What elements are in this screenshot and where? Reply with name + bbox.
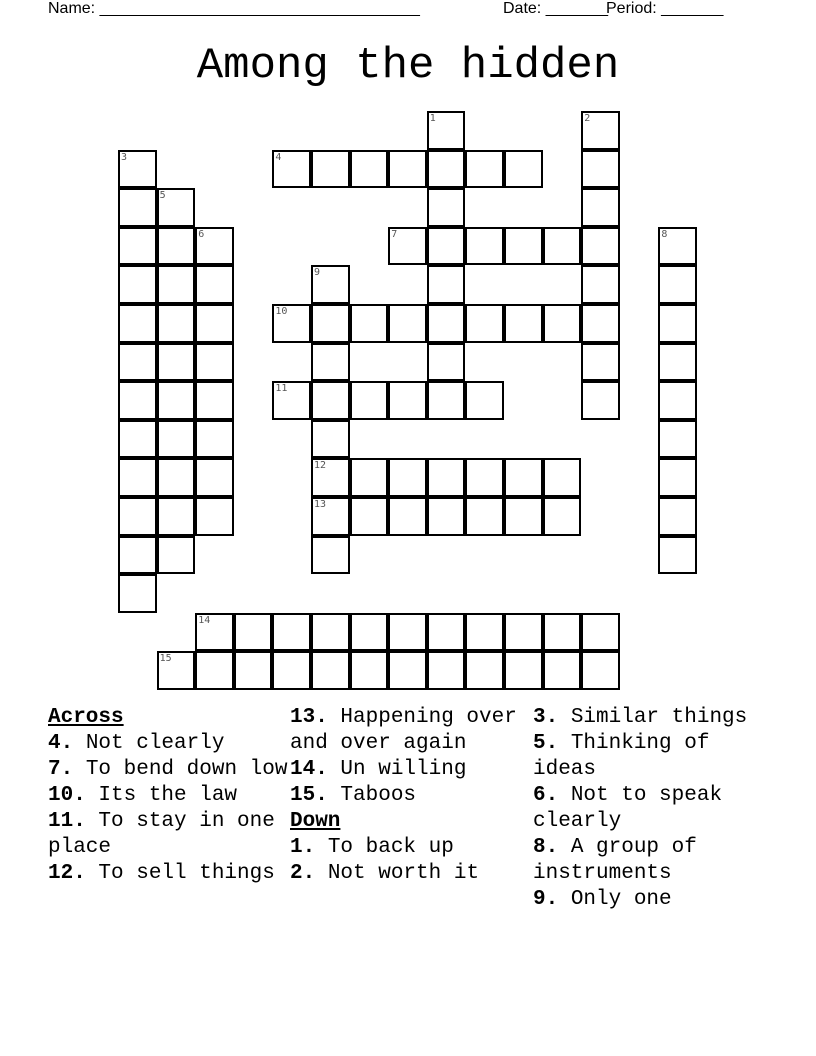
clue-column-3 (533, 705, 773, 913)
grid-cell[interactable] (465, 381, 504, 420)
grid-cell[interactable] (118, 458, 157, 497)
grid-cell[interactable] (427, 343, 466, 382)
clue-across-4: 4. Not clearly (48, 732, 225, 755)
grid-cell[interactable] (388, 613, 427, 652)
down-heading: Down (290, 810, 341, 833)
grid-cell[interactable] (350, 150, 389, 189)
grid-cell[interactable] (118, 343, 157, 382)
grid-cell[interactable] (543, 304, 582, 343)
clue-number-label: 14 (198, 614, 211, 626)
grid-cell[interactable] (350, 651, 389, 690)
grid-cell[interactable] (465, 227, 504, 266)
clue-number-label: 6 (198, 228, 205, 240)
grid-cell[interactable] (311, 536, 350, 575)
grid-cell[interactable] (543, 458, 582, 497)
grid-cell[interactable] (118, 227, 157, 266)
grid-cell[interactable] (195, 343, 234, 382)
grid-cell[interactable] (195, 265, 234, 304)
grid-cell[interactable] (350, 304, 389, 343)
clue-down-1: 1. To back up (290, 836, 454, 859)
name-field[interactable]: Name: ____________________________________ (48, 0, 420, 17)
grid-cell[interactable] (118, 265, 157, 304)
grid-cell[interactable] (581, 227, 620, 266)
grid-cell[interactable] (504, 497, 543, 536)
grid-cell[interactable] (118, 536, 157, 575)
grid-cell[interactable] (581, 188, 620, 227)
grid-cell[interactable] (311, 381, 350, 420)
clue-down-9: 9. Only one (533, 888, 672, 911)
grid-cell[interactable] (157, 304, 196, 343)
grid-cell[interactable] (581, 304, 620, 343)
grid-cell[interactable] (581, 343, 620, 382)
grid-cell[interactable] (195, 458, 234, 497)
grid-cell[interactable] (581, 651, 620, 690)
clue-down-5: 5. Thinking of ideas (533, 732, 710, 781)
clue-column-1 (48, 705, 288, 887)
grid-cell[interactable] (157, 420, 196, 459)
clue-number-label: 3 (121, 151, 128, 163)
grid-cell[interactable] (388, 497, 427, 536)
grid-cell[interactable] (272, 613, 311, 652)
grid-cell[interactable] (388, 458, 427, 497)
grid-cell[interactable] (311, 651, 350, 690)
grid-cell[interactable] (504, 613, 543, 652)
grid-cell[interactable] (504, 304, 543, 343)
grid-cell[interactable] (581, 613, 620, 652)
grid-cell[interactable] (427, 227, 466, 266)
clue-across-15: 15. Taboos (290, 784, 417, 807)
grid-cell[interactable] (427, 613, 466, 652)
grid-cell[interactable] (504, 227, 543, 266)
grid-cell[interactable] (311, 150, 350, 189)
clue-number-label: 10 (275, 306, 288, 317)
clue-down-3: 3. Similar things (533, 706, 748, 729)
grid-cell[interactable] (581, 381, 620, 420)
grid-cell[interactable] (157, 343, 196, 382)
grid-cell[interactable] (427, 265, 466, 304)
date-field[interactable]: Date: _______ (503, 0, 608, 17)
grid-cell[interactable] (157, 536, 196, 575)
clue-across-7: 7. To bend down low (48, 758, 288, 781)
clue-down-6: 6. Not to speak clearly (533, 784, 723, 833)
grid-cell[interactable] (427, 458, 466, 497)
grid-cell[interactable] (388, 304, 427, 343)
grid-cell[interactable] (543, 497, 582, 536)
grid-cell[interactable] (311, 343, 350, 382)
grid-cell[interactable] (311, 304, 350, 343)
grid-cell[interactable] (427, 188, 466, 227)
grid-cell[interactable] (157, 265, 196, 304)
grid-cell[interactable] (427, 651, 466, 690)
grid-cell[interactable] (195, 304, 234, 343)
page-title: Among the hidden (196, 41, 620, 91)
grid-cell[interactable] (658, 497, 697, 536)
grid-cell[interactable] (465, 304, 504, 343)
clue-across-14: 14. Un willing (290, 758, 467, 781)
clue-across-11: 11. To stay in one place (48, 810, 275, 859)
grid-cell[interactable] (350, 458, 389, 497)
clue-number-label: 7 (391, 228, 398, 240)
grid-cell[interactable] (427, 381, 466, 420)
period-field[interactable]: Period: _______ (606, 0, 724, 17)
grid-cell[interactable] (118, 420, 157, 459)
grid-cell[interactable] (118, 381, 157, 420)
grid-cell[interactable] (543, 613, 582, 652)
grid-cell[interactable] (311, 420, 350, 459)
grid-cell[interactable] (427, 497, 466, 536)
clue-number-label: 12 (314, 460, 327, 472)
grid-cell[interactable] (234, 613, 273, 652)
grid-cell[interactable] (427, 150, 466, 189)
clue-number-label: 8 (661, 228, 668, 240)
grid-cell[interactable] (658, 265, 697, 304)
grid-cell[interactable] (118, 574, 157, 613)
grid-cell[interactable] (195, 497, 234, 536)
grid-cell[interactable] (658, 343, 697, 382)
grid-cell[interactable] (581, 265, 620, 304)
clue-number-label: 1 (429, 113, 436, 124)
clue-number-label: 15 (159, 653, 172, 665)
grid-cell[interactable] (543, 651, 582, 690)
clue-across-10: 10. Its the law (48, 784, 238, 807)
grid-cell[interactable] (504, 150, 543, 189)
grid-cell[interactable] (157, 227, 196, 266)
clue-number-label: 13 (314, 499, 327, 510)
clue-down-8: 8. A group of instruments (533, 836, 697, 885)
grid-cell[interactable] (157, 458, 196, 497)
grid-cell[interactable] (272, 651, 311, 690)
clue-number-label: 9 (314, 267, 321, 279)
grid-cell[interactable] (388, 381, 427, 420)
grid-cell[interactable] (195, 420, 234, 459)
grid-cell[interactable] (658, 458, 697, 497)
clue-across-12: 12. To sell things (48, 862, 275, 885)
grid-cell[interactable] (465, 613, 504, 652)
grid-cell[interactable] (195, 381, 234, 420)
grid-cell[interactable] (118, 304, 157, 343)
grid-cell[interactable] (543, 227, 582, 266)
clue-across-13: 13. Happening over and over again (290, 706, 517, 755)
grid-cell[interactable] (195, 651, 234, 690)
grid-cell[interactable] (350, 613, 389, 652)
grid-cell[interactable] (465, 150, 504, 189)
grid-cell[interactable] (465, 458, 504, 497)
grid-cell[interactable] (157, 497, 196, 536)
clue-number-label: 4 (275, 151, 282, 163)
across-heading: Across (48, 706, 124, 729)
grid-cell[interactable] (234, 651, 273, 690)
grid-cell[interactable] (427, 304, 466, 343)
clue-number-label: 5 (159, 190, 166, 202)
grid-cell[interactable] (118, 188, 157, 227)
grid-cell[interactable] (388, 150, 427, 189)
clue-down-2: 2. Not worth it (290, 862, 480, 885)
grid-cell[interactable] (118, 497, 157, 536)
clue-column-2 (290, 705, 530, 887)
grid-cell[interactable] (504, 651, 543, 690)
grid-cell[interactable] (465, 497, 504, 536)
clue-number-label: 2 (584, 113, 591, 124)
grid-cell[interactable] (504, 458, 543, 497)
grid-cell[interactable] (581, 150, 620, 189)
grid-cell[interactable] (658, 304, 697, 343)
grid-cell[interactable] (465, 651, 504, 690)
grid-cell[interactable] (157, 381, 196, 420)
grid-cell[interactable] (350, 497, 389, 536)
grid-cell[interactable] (350, 381, 389, 420)
grid-cell[interactable] (311, 613, 350, 652)
grid-cell[interactable] (658, 381, 697, 420)
grid-cell[interactable] (388, 651, 427, 690)
grid-cell[interactable] (658, 420, 697, 459)
grid-cell[interactable] (658, 536, 697, 575)
clue-number-label: 11 (275, 383, 288, 395)
